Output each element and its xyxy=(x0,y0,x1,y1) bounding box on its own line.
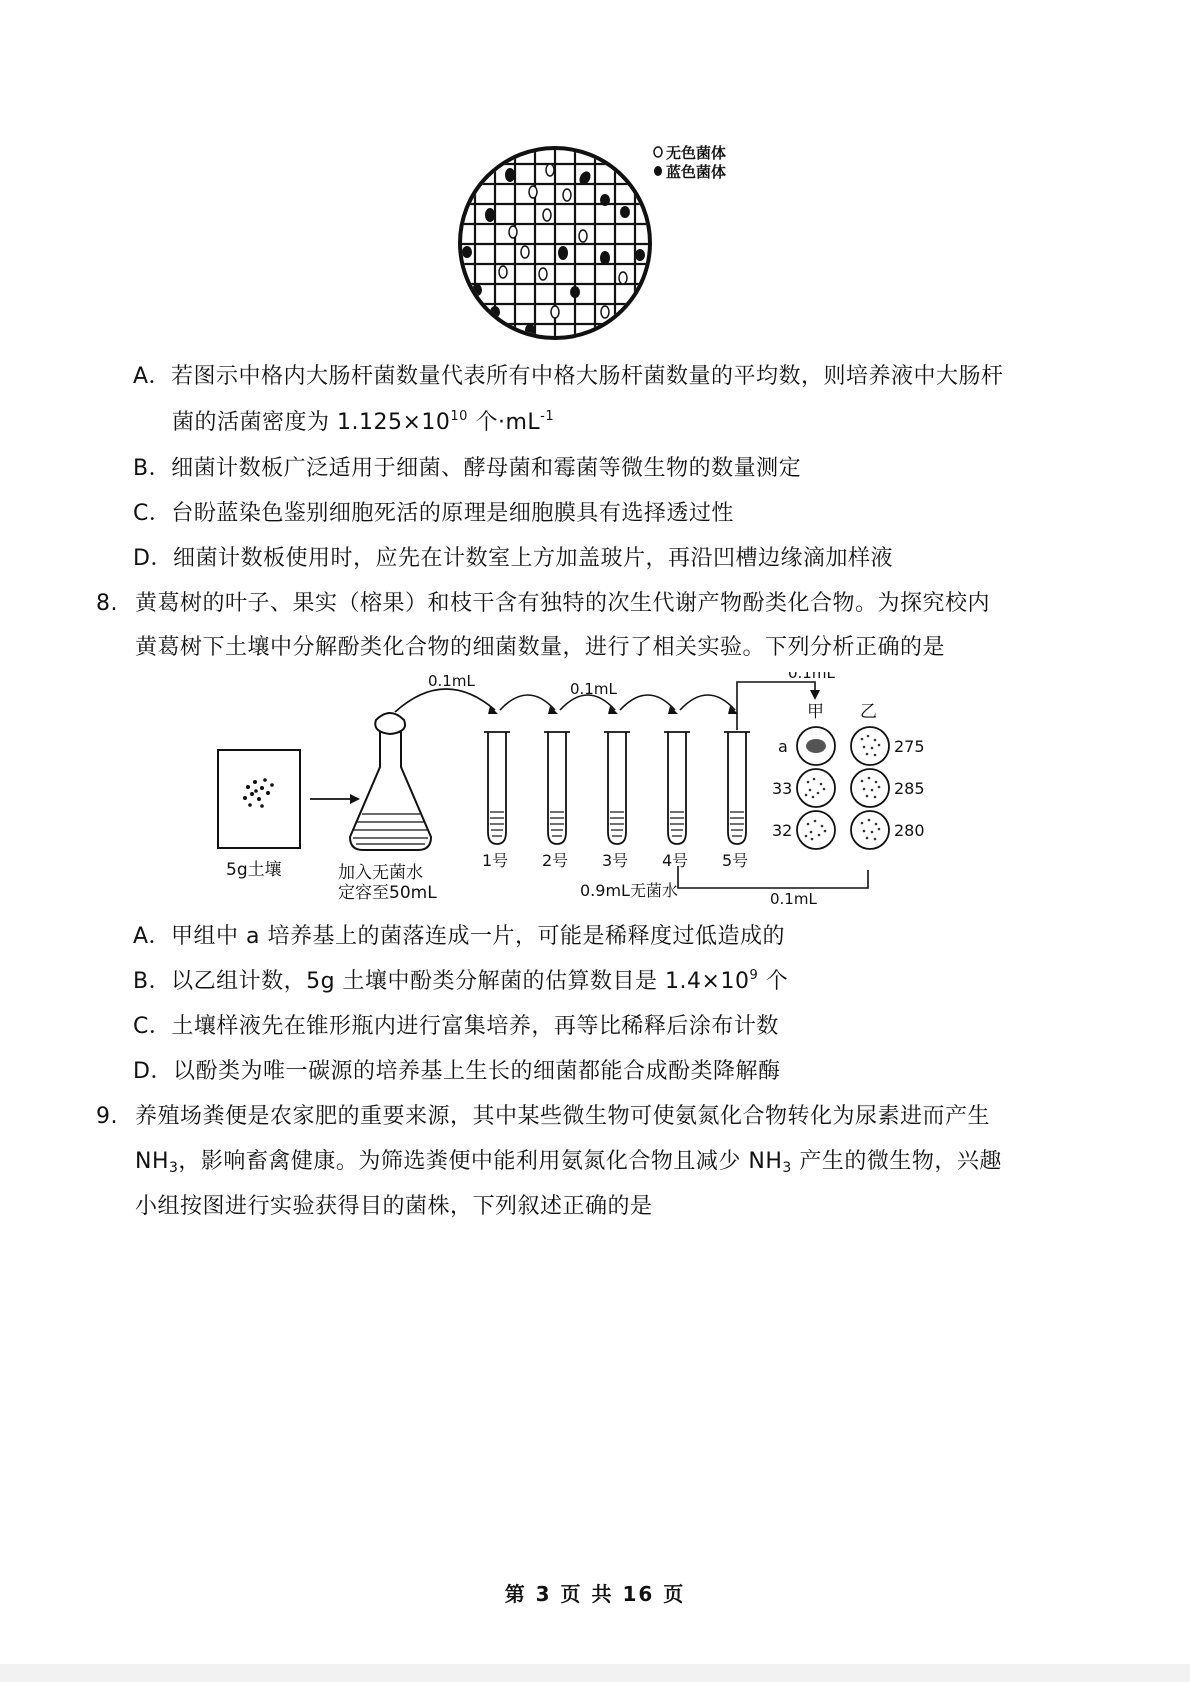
legend-blue: 蓝色菌体 xyxy=(666,163,727,181)
tube-label-4: 4号 xyxy=(662,851,689,870)
q8-option-b xyxy=(133,967,788,997)
soil-to-flask-arrowhead xyxy=(350,794,360,804)
q8-b-unit: 个 xyxy=(758,969,789,994)
dilution-experiment-svg xyxy=(210,672,970,904)
jia-count-1: a xyxy=(778,737,788,756)
yi-plate-1 xyxy=(851,727,889,765)
jia-plate-2 xyxy=(797,769,835,807)
group-jia-label: 甲 xyxy=(807,702,824,722)
jia-plate-a-lawn xyxy=(806,739,826,753)
tube-label-2: 2号 xyxy=(542,851,569,870)
flask-liquid xyxy=(353,814,428,844)
soil-label: 5g土壤 xyxy=(226,860,282,880)
flask-stopper xyxy=(375,713,405,734)
yi-plate-2 xyxy=(851,769,889,807)
q8-stem-line1: 黄葛树的叶子、果实（榕果）和枝干含有独特的次生代谢产物酚类化合物。为探究校内 xyxy=(135,591,991,616)
q7-option-a-line1: A．若图示中格内大肠杆菌数量代表所有中格大肠杆菌数量的平均数，则培养液中大肠杆 xyxy=(133,364,1004,389)
q9-mid-text: ，影响畜禽健康。为筛选粪便中能利用氨氮化合物且减少 NH xyxy=(178,1149,783,1174)
counting-chamber-svg xyxy=(455,140,755,350)
tube-label-3: 3号 xyxy=(602,851,629,870)
colorless-cell-legend-icon xyxy=(654,147,662,157)
yi-plate-3 xyxy=(851,811,889,849)
q9-end-text: 产生的微生物，兴趣 xyxy=(791,1149,1002,1174)
legend-colorless: 无色菌体 xyxy=(666,144,727,162)
yi-colonies xyxy=(861,735,881,841)
flask xyxy=(350,732,431,850)
q8-option-c: C．土壤样液先在锥形瓶内进行富集培养，再等比稀释后涂布计数 xyxy=(133,1014,779,1039)
flask-label-2: 定容至50mL xyxy=(338,883,437,903)
q9-nh-text: NH xyxy=(135,1149,169,1174)
tube-label-1: 1号 xyxy=(482,851,509,870)
q7-option-b: B．细菌计数板广泛适用于细菌、酵母菌和霉菌等微生物的数量测定 xyxy=(133,456,802,481)
counting-chamber-figure xyxy=(455,140,755,350)
jia-count-2: 33 xyxy=(772,779,793,798)
transfer-arc-1 xyxy=(395,689,495,712)
bottom-strip xyxy=(0,1664,1190,1682)
tube5-to-plate-line xyxy=(737,682,815,730)
q9-stem-line3: 小组按图进行实验获得目的菌株，下列叙述正确的是 xyxy=(135,1194,653,1219)
yi-count-3: 280 xyxy=(894,821,925,840)
tube-liquid xyxy=(490,812,744,836)
page-footer: 第 3 页 共 16 页 xyxy=(504,1582,686,1606)
jia-count-3: 32 xyxy=(772,821,793,840)
q8-number: 8. xyxy=(96,591,118,616)
blue-cell-legend-icon xyxy=(654,166,662,176)
q8-option-a: A．甲组中 a 培养基上的菌落连成一片，可能是稀释度过低造成的 xyxy=(133,924,786,949)
q7-option-d: D．细菌计数板使用时，应先在计数室上方加盖玻片，再沿凹槽边缘滴加样液 xyxy=(133,546,893,571)
q9-nh-subscript-2: 3 xyxy=(782,1160,792,1176)
q9-stem-line1: 养殖场粪便是农家肥的重要来源，其中某些微生物可使氨氮化合物转化为尿素进而产生 xyxy=(135,1104,991,1129)
q7-option-a-line2 xyxy=(172,408,554,438)
transfer-label-2: 0.1mL xyxy=(570,680,617,698)
q9-stem-line2 xyxy=(135,1147,1002,1177)
soil-particles xyxy=(243,778,274,808)
flask-label-1: 加入无菌水 xyxy=(338,863,423,883)
group-yi-label: 乙 xyxy=(860,702,877,722)
q7-a-density-text: 菌的活菌密度为 1.125×10 xyxy=(172,410,451,435)
return-label: 0.1mL xyxy=(770,890,817,904)
sterile-water-label: 0.9mL无菌水 xyxy=(580,881,678,900)
plate-transfer-label: 0.1mL xyxy=(788,672,835,682)
q8-stem-line2: 黄葛树下土壤中分解酚类化合物的细菌数量，进行了相关实验。下列分析正确的是 xyxy=(135,635,946,660)
jia-colonies xyxy=(805,778,827,841)
q8-b-text: B．以乙组计数，5g 土壤中酚类分解菌的估算数目是 1.4×10 xyxy=(133,969,750,994)
tube-label-5: 5号 xyxy=(722,851,749,870)
q9-nh-subscript: 3 xyxy=(169,1160,179,1176)
q9-number: 9. xyxy=(96,1104,118,1129)
return-line xyxy=(678,866,868,888)
transfer-arrowhead-1 xyxy=(488,706,498,714)
q7-option-c: C．台盼蓝染色鉴别细胞死活的原理是细胞膜具有选择透过性 xyxy=(133,501,734,526)
q7-a-exponent: 10 xyxy=(450,409,468,424)
dilution-experiment-figure xyxy=(210,672,970,904)
q7-a-unit-text: 个·mL xyxy=(467,410,541,435)
jia-plate-3 xyxy=(797,811,835,849)
transfer-arc-2 xyxy=(500,695,555,710)
transfer-arc-5 xyxy=(680,695,735,710)
tube5-to-plate-arrowhead xyxy=(810,690,820,700)
q7-a-unit-exponent: -1 xyxy=(540,409,555,424)
test-tubes xyxy=(484,732,750,844)
q8-option-d: D．以酚类为唯一碳源的培养基上生长的细菌都能合成酚类降解酶 xyxy=(133,1059,781,1084)
transfer-arc-4 xyxy=(620,695,675,710)
yi-count-1: 275 xyxy=(894,737,925,756)
q8-b-exponent: 9 xyxy=(749,968,759,983)
yi-count-2: 285 xyxy=(894,779,925,798)
transfer-label-1: 0.1mL xyxy=(428,672,475,690)
